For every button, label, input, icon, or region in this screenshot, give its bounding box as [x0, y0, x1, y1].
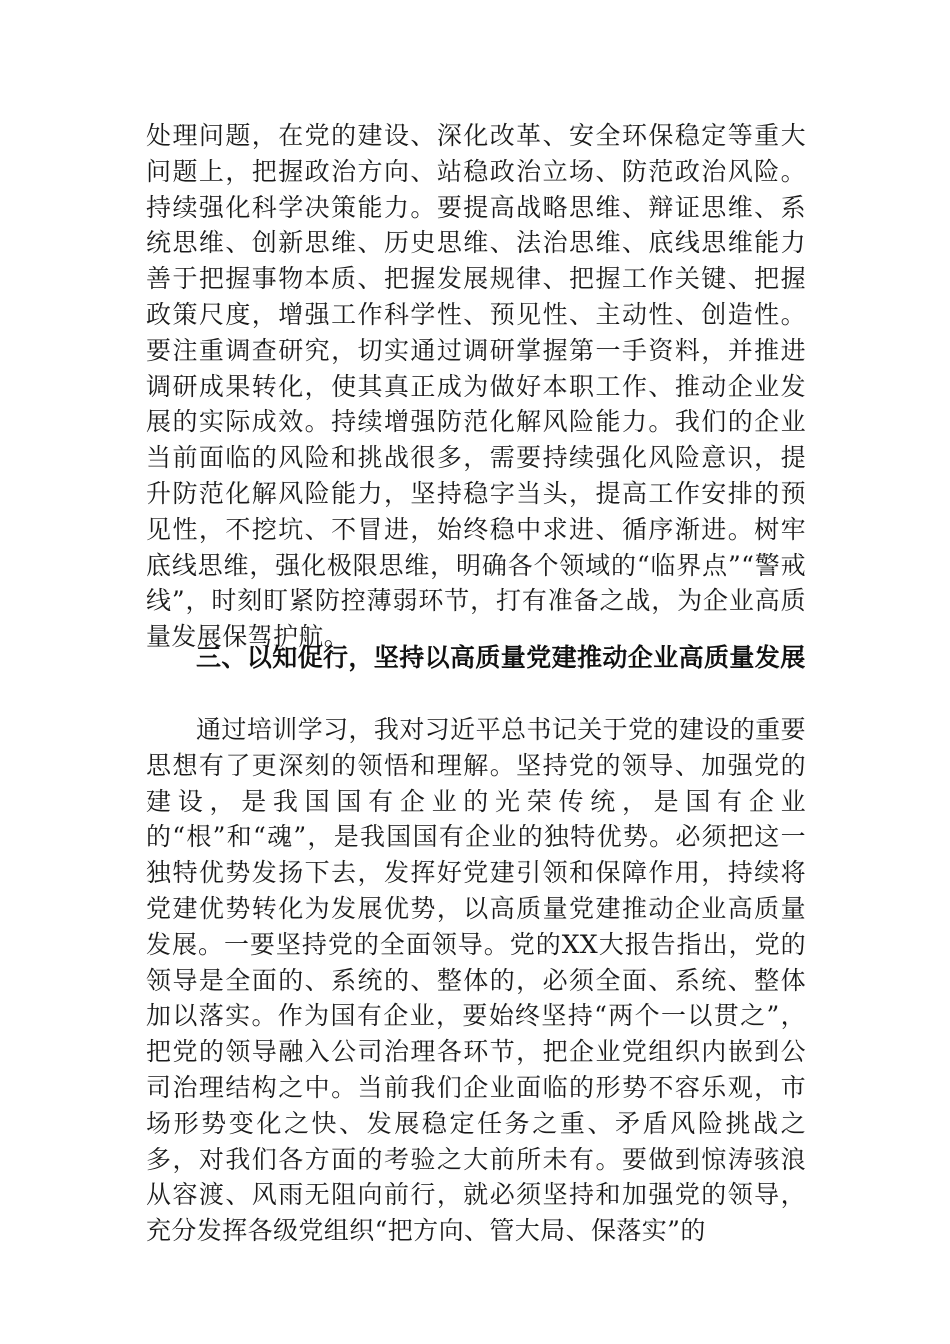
paragraph-text — [146, 712, 806, 1249]
section-paragraph-text: 通过培训学习，我对习近平总书记关于党的建设的重要思想有了更深刻的领悟和理解。坚持党的领导、加强党的建设，是我国国有企业的光荣传统，是国有企业的“根”和“魂”，是我国国有企业的独特优势。必须把这一独特优势发扬下去，发挥好党建引领和保障作用，持续将党建优势转化为发展优势，以高质量党建推动企业高质量发展。一要坚持党的全面领导。党的XX大报告指出，党的领导是全面的、系统的、整体的，必须全面、系统、整体加以落实。作为国有企业，要始终坚持“两个一以贯之”，把党的领导融入公司治理各环节，把企业党组织内嵌到公司治理结构之中。当前我们企业面临的形势不容乐观，市场形势变化之快、发展稳定任务之重、矛盾风险挑战之多，对我们各方面的考验之大前所未有。要做到惊涛骇浪从容渡、风雨无阻向前行，就必须坚持和加强党的领导，充分发挥各级党组织“把方向、管大局、保落实”的 — [146, 715, 806, 1246]
body-paragraph — [146, 712, 806, 1249]
section-heading — [146, 640, 806, 676]
section-heading-text: 三、以知促行，坚持以高质量党建推动企业高质量发展 — [196, 643, 806, 672]
body-paragraph-continued — [146, 118, 806, 655]
paragraph-text: 处理问题，在党的建设、深化改革、安全环保稳定等重大问题上，把握政治方向、站稳政治立场、防范政治风险。持续强化科学决策能力。要提高战略思维、辩证思维、系统思维、创新思维、历史思维、法治思维、底线思维能力善于把握事物本质、把握发展规律、把握工作关键、把握政策尺度，增强工作科学性、预见性、主动性、创造性。要注重调查研究，切实通过调研掌握第一手资料，并推进调研成果转化，使其真正成为做好本职工作、推动企业发展的实际成效。持续增强防范化解风险能力。我们的企业当前面临的风险和挑战很多，需要持续强化风险意识，提升防范化解风险能力，坚持稳字当头，提高工作安排的预见性，不挖坑、不冒进，始终稳中求进、循序渐进。树牢底线思维，强化极限思维，明确各个领域的“临界点”“警戒线”，时刻盯紧防控薄弱环节，打有准备之战，为企业高质量发展保驾护航。 — [146, 121, 806, 652]
